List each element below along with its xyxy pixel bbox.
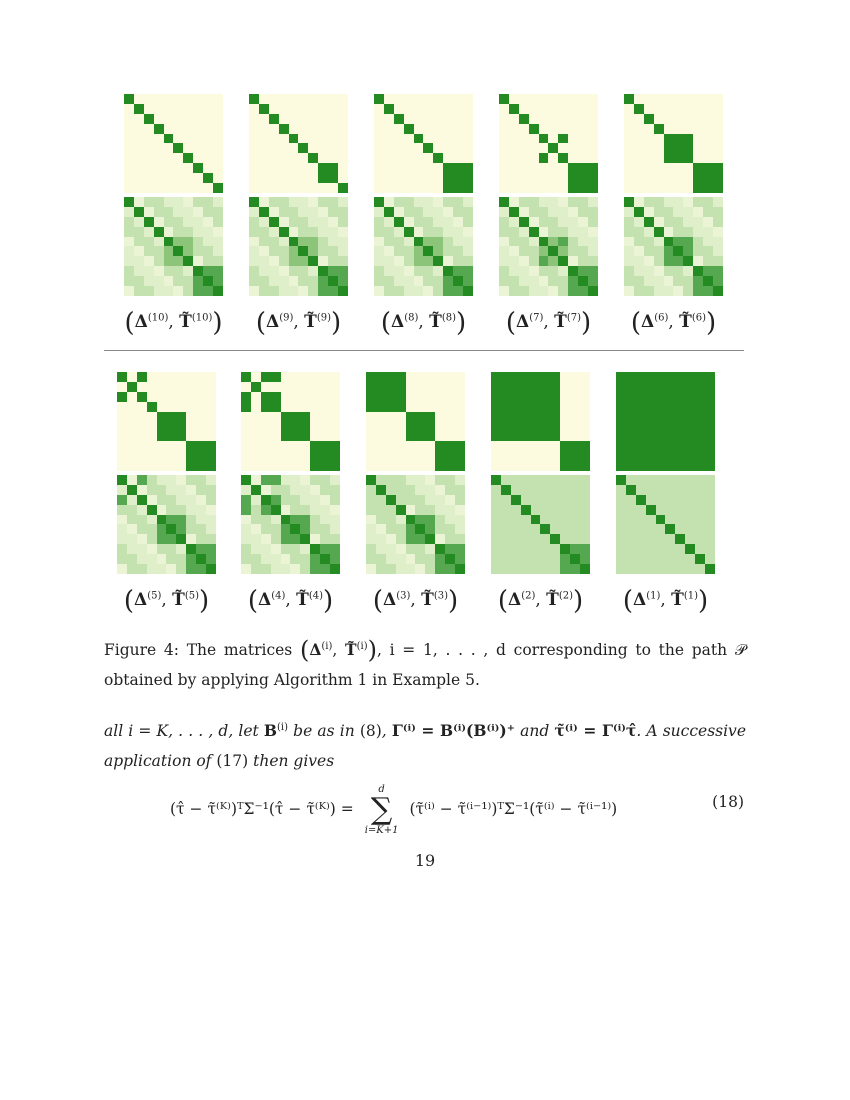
figure-caption: Figure 4: The matrices ($\Delta^{(i)}$, T̃$^{(i)}$), i = 1, . . . , d corresponding to the path 𝒫 obtained by applying Algorithm 1 in Example 5. xyxy=(104,636,746,690)
sigma-icon: ∑ xyxy=(370,792,393,827)
delta-matrix-6 xyxy=(624,94,723,193)
body-text-5: . A successive application of xyxy=(104,722,746,771)
sum-upper-limit: d xyxy=(378,784,385,795)
t-matrix-9 xyxy=(249,197,348,296)
t-matrix-6 xyxy=(624,197,723,296)
delta-matrix-7 xyxy=(499,94,598,193)
t-matrix-8 xyxy=(374,197,473,296)
equation-rhs: (τ̃⁽ⁱ⁾ − τ̃⁽ⁱ⁻¹⁾)ᵀΣ⁻¹(τ̃⁽ⁱ⁾ − τ̃⁽ⁱ⁻¹⁾) xyxy=(409,800,618,818)
t-matrix-10 xyxy=(124,197,223,296)
panel-label-3: ($\Delta^{(3)}$, T̃$^{(3)}$) xyxy=(372,586,459,616)
panel-label-7: ($\Delta^{(7)}$, T̃$^{(7)}$) xyxy=(505,308,592,338)
body-text-1: all i = K, . . . , d, let xyxy=(104,722,264,741)
body-text-4: and xyxy=(514,722,555,741)
delta-matrix-1 xyxy=(616,372,715,471)
t-matrix-1 xyxy=(616,475,715,574)
sum-lower-limit: i=K+1 xyxy=(364,825,399,836)
panel-label-5: ($\Delta^{(5)}$, T̃$^{(5)}$) xyxy=(123,586,210,616)
gamma-definition: Γ⁽ⁱ⁾ = B⁽ⁱ⁾(B⁽ⁱ⁾)⁺ xyxy=(391,721,515,741)
caption-sup-2: (i) xyxy=(356,641,368,652)
row-separator-rule xyxy=(104,350,744,351)
caption-prefix: Figure 4: The matrices xyxy=(104,641,293,660)
body-text-2: be as in xyxy=(288,722,360,741)
panel-label-8: ($\Delta^{(8)}$, T̃$^{(8)}$) xyxy=(380,308,467,338)
body-paragraph: all i = K, . . . , d, let $B^{(i)}$ be as in (8), Γ⁽ⁱ⁾ = B⁽ⁱ⁾(B⁽ⁱ⁾)⁺ and τ̃⁽ⁱ⁾ = Γ⁽ⁱ⁾τ̂. A successive application of (17) then gives xyxy=(104,721,746,771)
caption-sup: (i) xyxy=(321,641,333,652)
tau-definition: τ̃⁽ⁱ⁾ = Γ⁽ⁱ⁾τ̂ xyxy=(554,721,637,741)
panel-label-1: ($\Delta^{(1)}$, T̃$^{(1)}$) xyxy=(622,586,709,616)
delta-matrix-4 xyxy=(241,372,340,471)
panel-label-9: ($\Delta^{(9)}$, T̃$^{(9)}$) xyxy=(255,308,342,338)
equation-lhs: (τ̂ − τ̃⁽ᴷ⁾)ᵀΣ⁻¹(τ̂ − τ̃⁽ᴷ⁾) = xyxy=(170,800,354,818)
delta-matrix-3 xyxy=(366,372,465,471)
panel-label-4: ($\Delta^{(4)}$, T̃$^{(4)}$) xyxy=(247,586,334,616)
page-number: 19 xyxy=(414,851,436,870)
caption-suffix: , i = 1, . . . , d corresponding to the path 𝒫 obtained by applying Algorithm 1 in Example 5. xyxy=(104,641,746,690)
panel-label-2: ($\Delta^{(2)}$, T̃$^{(2)}$) xyxy=(497,586,584,616)
t-matrix-7 xyxy=(499,197,598,296)
t-matrix-2 xyxy=(491,475,590,574)
t-matrix-3 xyxy=(366,475,465,574)
t-matrix-5 xyxy=(117,475,216,574)
t-matrix-4 xyxy=(241,475,340,574)
body-B: B xyxy=(263,721,278,741)
delta-matrix-9 xyxy=(249,94,348,193)
equation-number: (18) xyxy=(712,793,744,811)
equation-18 xyxy=(170,784,617,836)
body-text-3: , xyxy=(381,722,392,741)
delta-matrix-8 xyxy=(374,94,473,193)
delta-matrix-10 xyxy=(124,94,223,193)
delta-matrix-2 xyxy=(491,372,590,471)
body-text-6: then gives xyxy=(248,752,335,771)
caption-delta: Δ xyxy=(309,640,322,660)
panel-label-6: ($\Delta^{(6)}$, T̃$^{(6)}$) xyxy=(630,308,717,338)
ref-eq-17[interactable]: (17) xyxy=(216,752,249,771)
delta-matrix-5 xyxy=(117,372,216,471)
ref-eq-8[interactable]: (8) xyxy=(359,722,382,741)
summation xyxy=(365,784,399,836)
panel-label-10: ($\Delta^{(10)}$, T̃$^{(10)}$) xyxy=(124,308,223,338)
caption-t: T̃ xyxy=(345,640,357,660)
